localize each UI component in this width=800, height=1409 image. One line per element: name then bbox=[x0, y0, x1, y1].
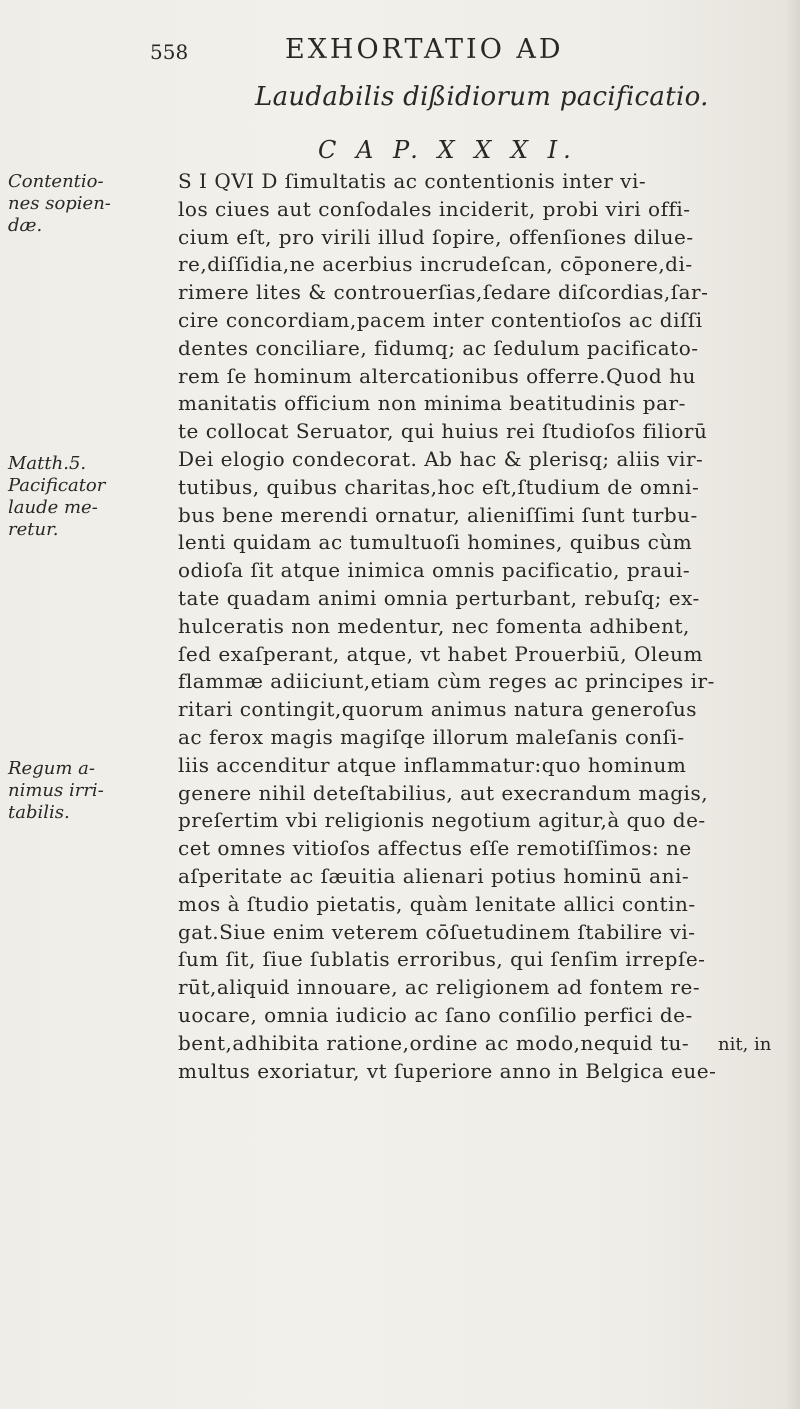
text-line: aſperitate ac ſæuitia alienari potius hominū ani- bbox=[178, 863, 690, 888]
margin-note-line: dæ. bbox=[8, 215, 43, 236]
margin-note-line: Matth.5. bbox=[8, 453, 87, 474]
text-line: manitatis officium non minima beatitudinis par- bbox=[178, 391, 686, 416]
text-line: los ciues aut conſodales inciderit, probi viri offi- bbox=[178, 196, 691, 221]
text-line: cire concordiam,pacem inter contentioſos ac diſſi bbox=[178, 307, 703, 332]
catchword: nit, in bbox=[718, 1034, 772, 1055]
text-line: cet omnes vitioſos affectus eſſe remotiſſimos: ne bbox=[178, 836, 692, 861]
margin-note-line: tabilis. bbox=[8, 802, 70, 823]
margin-note-matthew bbox=[8, 453, 178, 541]
text-line: ritari contingit,quorum animus natura generoſus bbox=[178, 697, 697, 722]
text-line: multus exoriatur, vt ſuperiore anno in Belgica eue- bbox=[178, 1058, 717, 1083]
margin-note-line: nes sopien- bbox=[8, 193, 111, 214]
text-line: tutibus, quibus charitas,hoc eſt,ſtudium de omni- bbox=[178, 474, 700, 499]
section-subtitle: Laudabilis dißidiorum pacificatio. bbox=[255, 82, 709, 112]
text-line: rūt,aliquid innouare, ac religionem ad fontem re- bbox=[178, 975, 701, 1000]
text-line: odioſa ſit atque inimica omnis pacificatio, praui- bbox=[178, 558, 691, 583]
chapter-heading: C A P. X X X I. bbox=[318, 136, 577, 164]
text-line: tate quadam animi omnia perturbant, rebuſq; ex- bbox=[178, 585, 700, 610]
text-line: gat.Siue enim veterem cōſuetudinem ſtabilire vi- bbox=[178, 919, 696, 944]
text-line: mos à ſtudio pietatis, quàm lenitate allici contin- bbox=[178, 891, 696, 916]
text-line: liis accenditur atque inflammatur:quo hominum bbox=[178, 752, 687, 777]
text-line: preſertim vbi religionis negotium agitur,à quo de- bbox=[178, 808, 706, 833]
text-line: rem ſe hominum altercationibus offerre.Quod hu bbox=[178, 363, 696, 388]
text-line: rimere lites & controuerſias,ſedare diſcordias,ſar- bbox=[178, 280, 709, 305]
text-line: genere nihil deteſtabilius, aut execrandum magis, bbox=[178, 780, 709, 805]
text-line: lenti quidam ac tumultuoſi homines, quibus cùm bbox=[178, 530, 693, 555]
text-line: S I QVI D ſimultatis ac contentionis inter vi- bbox=[178, 169, 647, 193]
margin-note-regum bbox=[8, 758, 178, 824]
margin-note-line: Contentio- bbox=[8, 171, 104, 192]
text-line: flammæ adiiciunt,etiam cùm reges ac principes ir- bbox=[178, 669, 715, 694]
text-line: ſed exaſperant, atque, vt habet Prouerbiū, Oleum bbox=[178, 641, 703, 666]
body-text bbox=[178, 168, 778, 1085]
text-line: Dei elogio condecorat. Ab hac & plerisq; aliis vir- bbox=[178, 446, 704, 471]
text-line: ac ferox magis magiſqe illorum maleſanis conſi- bbox=[178, 724, 685, 749]
page-number: 558 bbox=[150, 40, 189, 64]
text-line: bent,adhibita ratione,ordine ac modo,nequid tu- bbox=[178, 1030, 690, 1055]
text-line: re,diſſidia,ne acerbius incrudeſcan, cōponere,di- bbox=[178, 252, 693, 277]
text-line: uocare, omnia iudicio ac ſano conſilio perfici de- bbox=[178, 1002, 693, 1027]
page-header bbox=[150, 30, 710, 70]
margin-note-line: Pacificator bbox=[8, 475, 106, 496]
text-line: cium eſt, pro virili illud ſopire, offenſiones dilue- bbox=[178, 224, 694, 249]
margin-note-line: Regum a- bbox=[8, 758, 95, 779]
margin-note-contentiones bbox=[8, 171, 178, 237]
text-line: hulceratis non medentur, nec fomenta adhibent, bbox=[178, 613, 690, 638]
page-edge-shadow bbox=[786, 0, 800, 1409]
text-line: ſum ſit, ſiue ſublatis erroribus, qui ſenſim irrepſe- bbox=[178, 947, 706, 972]
running-head: EXHORTATIO AD bbox=[285, 34, 564, 65]
text-line: bus bene merendi ornatur, alieniſſimi ſunt turbu- bbox=[178, 502, 698, 527]
margin-note-line: laude me- bbox=[8, 497, 98, 518]
text-line: dentes conciliare, fidumq; ac ſedulum pacificato- bbox=[178, 335, 699, 360]
margin-note-line: nimus irri- bbox=[8, 780, 104, 801]
text-line: te collocat Seruator, qui huius rei ſtudioſos filiorū bbox=[178, 419, 708, 444]
margin-note-line: retur. bbox=[8, 519, 59, 540]
